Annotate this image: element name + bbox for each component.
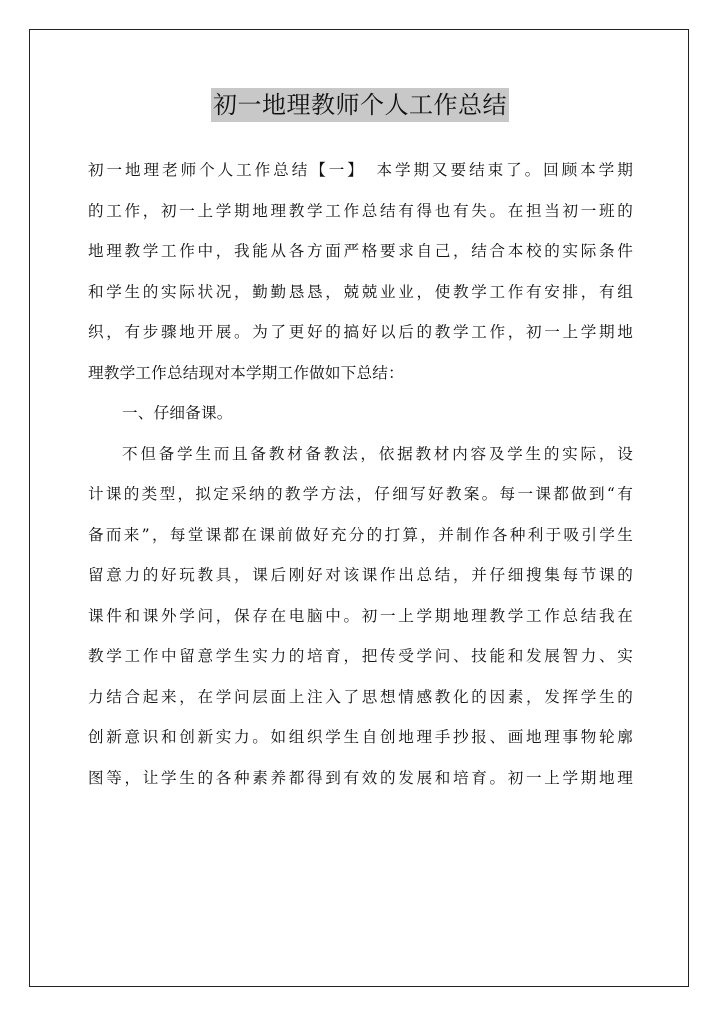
text-line: 地理教学工作中，我能从各方面严格要求自己，结合本校的实际条件 <box>88 242 633 260</box>
text-line: 图等，让学生的各种素养都得到有效的发展和培育。初一上学期地理 <box>88 768 633 787</box>
text-line: 的工作，初一上学期地理教学工作总结有得也有失。在担当初一班的 <box>88 201 633 220</box>
text-line: 织，有步骤地开展。为了更好的搞好以后的教学工作，初一上学期地 <box>88 323 633 341</box>
title-container <box>0 88 720 122</box>
text-line: 课件和课外学问，保存在电脑中。初一上学期地理教学工作总结我在 <box>88 606 633 625</box>
text-line: 创新意识和创新实力。如组织学生自创地理手抄报、画地理事物轮廓 <box>88 728 633 746</box>
text-line: 备而来”，每堂课都在课前做好充分的打算，并制作各种利于吸引学生 <box>88 525 633 544</box>
document-body <box>88 150 633 798</box>
text-line: 留意力的好玩教具，课后刚好对该课作出总结，并仔细搜集每节课的 <box>88 566 633 584</box>
text-line: 不但备学生而且备教材备教法，依据教材内容及学生的实际，设 <box>122 444 633 463</box>
document-title: 初一地理教师个人工作总结 <box>211 88 509 122</box>
text-line: 教学工作中留意学生实力的培育，把传受学问、技能和发展智力、实 <box>88 647 633 665</box>
section-heading: 一、仔细备课。 <box>122 404 233 422</box>
text-line: 和学生的实际状况，勤勤恳恳，兢兢业业，使教学工作有安排，有组 <box>88 282 633 301</box>
text-line: 初一地理老师个人工作总结【一】 本学期又要结束了。回顾本学期 <box>88 161 633 179</box>
text-line: 计课的类型，拟定采纳的教学方法，仔细写好教案。每一课都做到“有 <box>88 485 633 503</box>
text-line: 理教学工作总结现对本学期工作做如下总结： <box>88 363 404 382</box>
text-line: 力结合起来，在学问层面上注入了思想情感教化的因素，发挥学生的 <box>88 687 633 706</box>
